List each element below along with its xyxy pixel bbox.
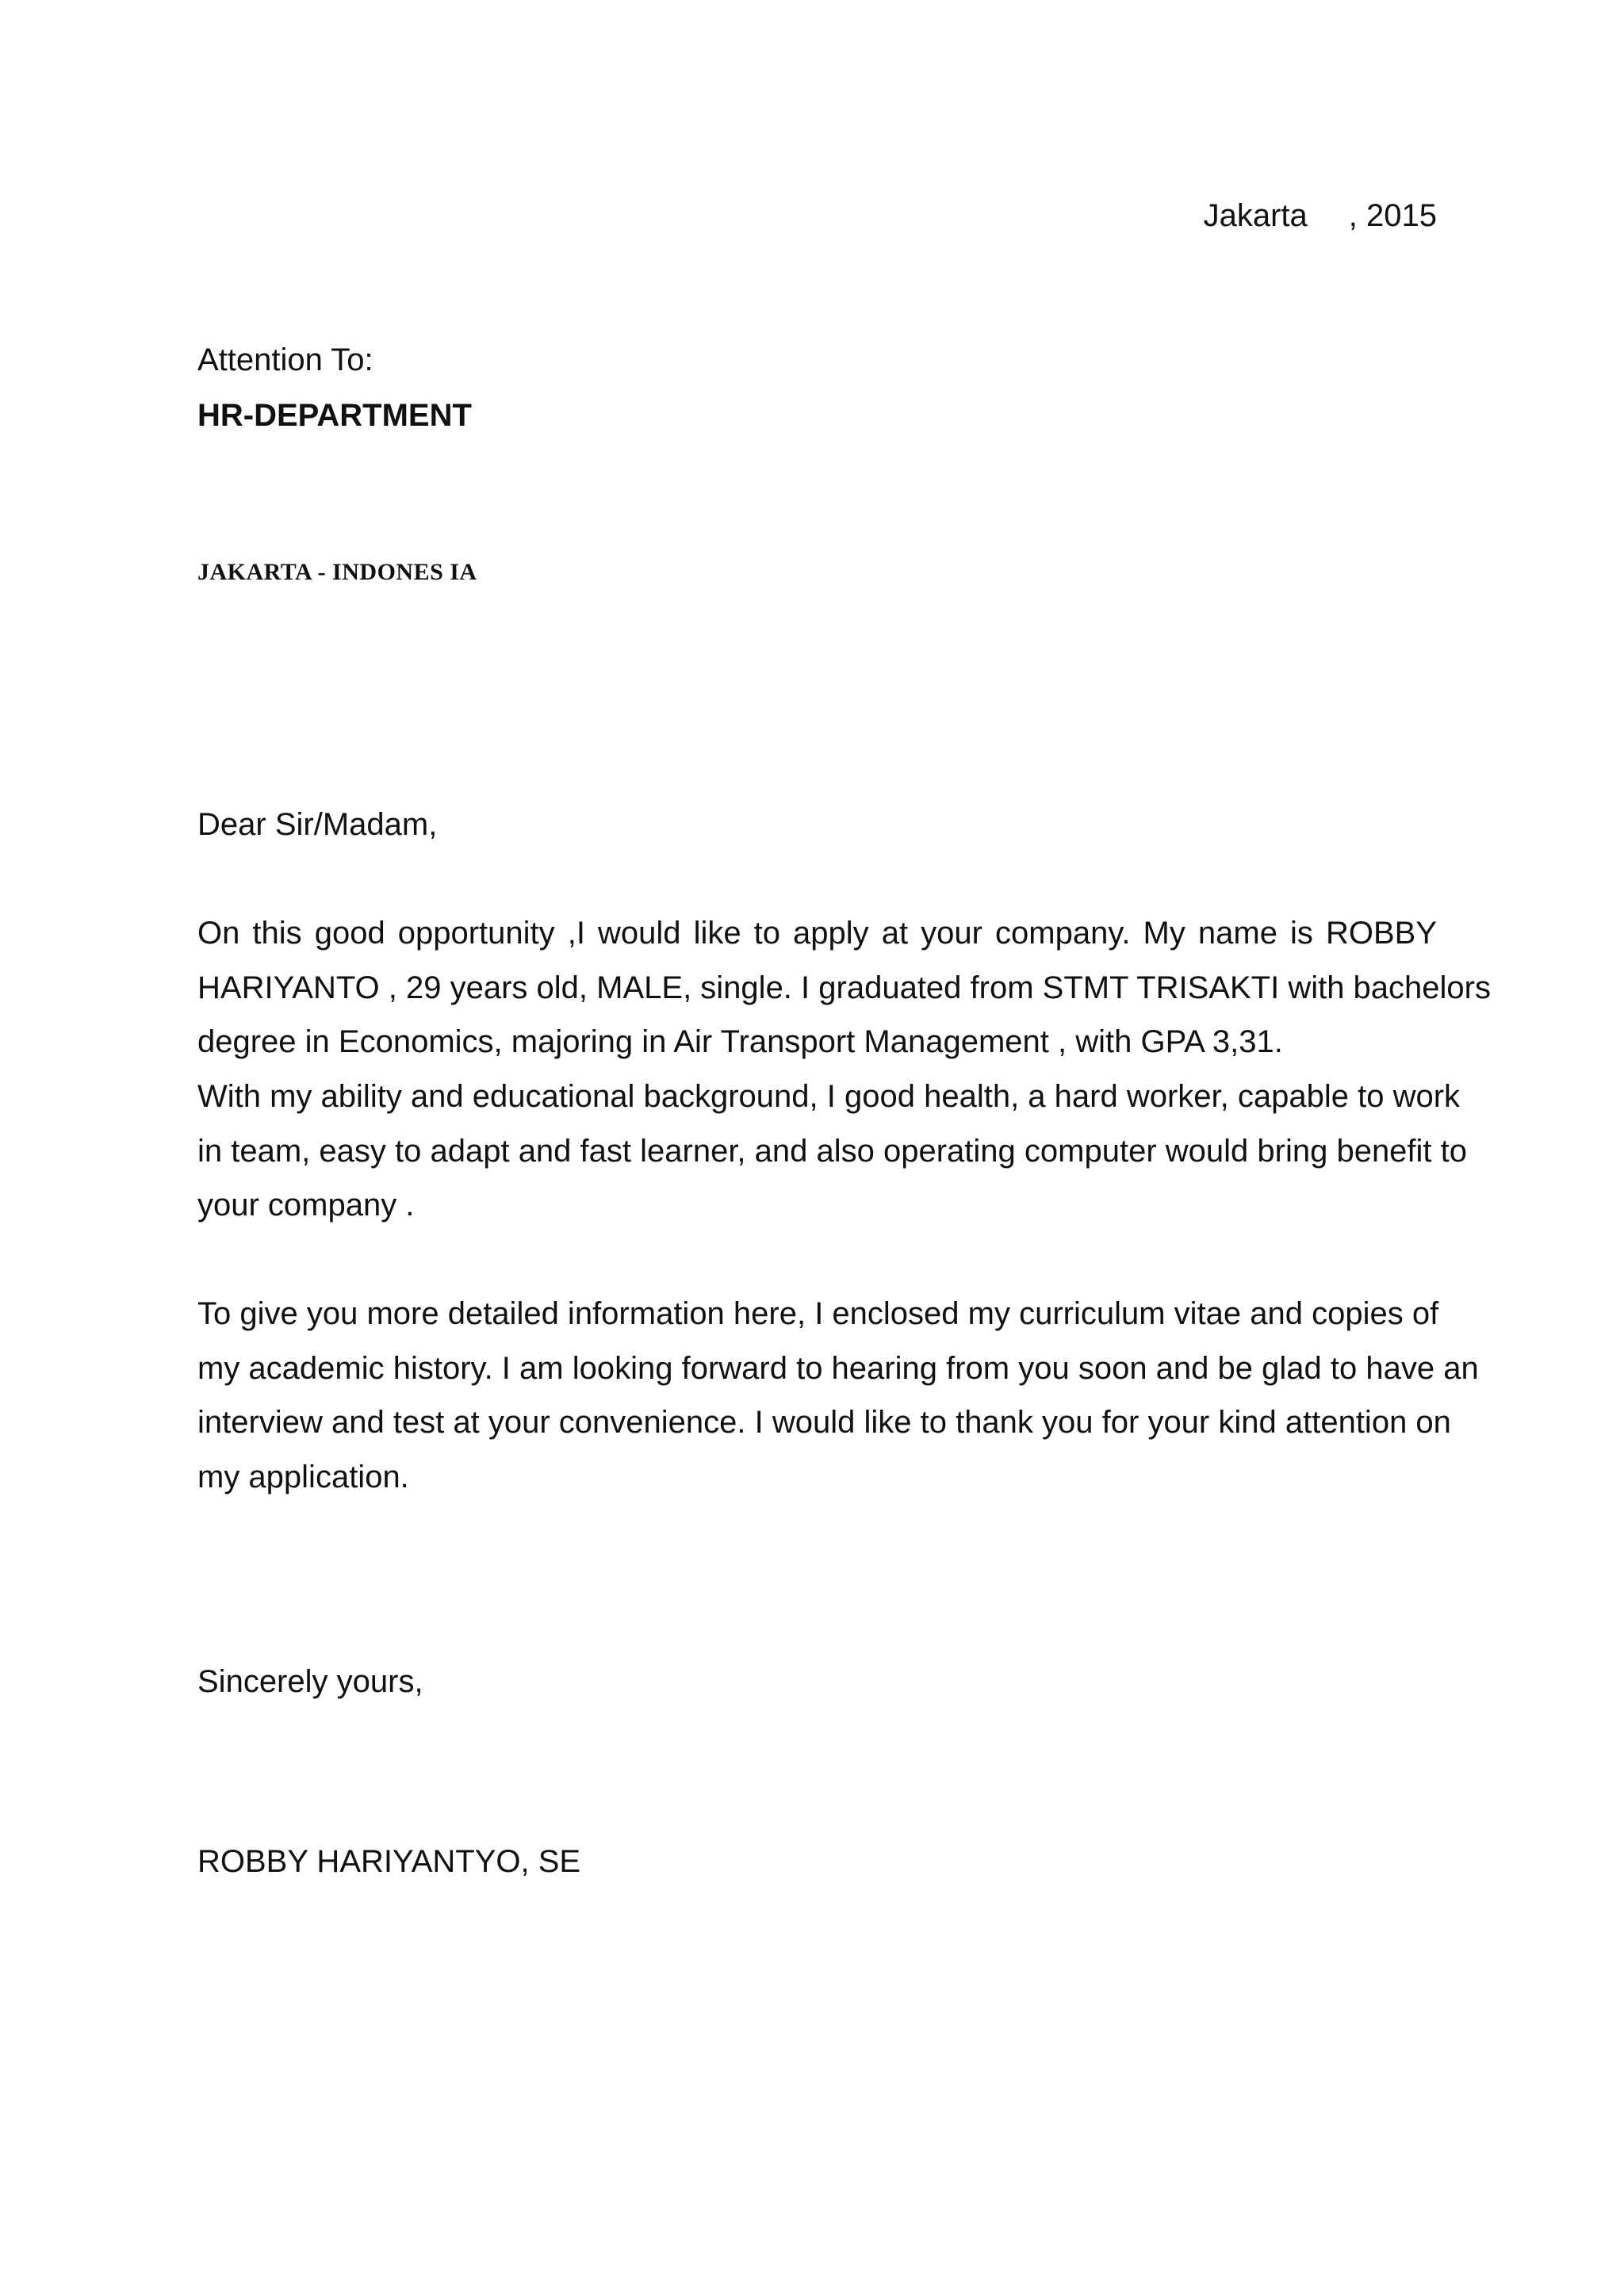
salutation: Dear Sir/Madam, bbox=[197, 807, 438, 842]
paragraph-line: my academic history. I am looking forward to hearing from you soon and be glad to have an bbox=[197, 1350, 1479, 1386]
date-line bbox=[1158, 189, 1437, 243]
date-year: , 2015 bbox=[1348, 198, 1437, 233]
recipient-department: HR-DEPARTMENT bbox=[197, 398, 472, 433]
body-paragraph-2 bbox=[197, 1070, 1468, 1233]
closing: Sincerely yours, bbox=[197, 1664, 423, 1699]
paragraph-line: your company . bbox=[197, 1188, 415, 1223]
date-city: Jakarta bbox=[1203, 198, 1308, 233]
paragraph-line: interview and test at your convenience. I would like to thank you for your kind attention on bbox=[197, 1405, 1451, 1440]
paragraph-line: On this good opportunity ,I would like to apply at your company. My name is ROBBY bbox=[197, 916, 1437, 951]
paragraph-line: my application. bbox=[197, 1459, 409, 1494]
paragraph-line: degree in Economics, majoring in Air Transport Management , with GPA 3,31. bbox=[197, 1024, 1283, 1059]
paragraph-line: To give you more detailed information here, I enclosed my curriculum vitae and copies of bbox=[197, 1296, 1439, 1331]
paragraph-line: With my ability and educational background, I good health, a hard worker, capable to work bbox=[197, 1079, 1461, 1114]
signature-name: ROBBY HARIYANTYO, SE bbox=[197, 1844, 581, 1879]
body-paragraph-3 bbox=[197, 1287, 1479, 1504]
recipient-location: JAKARTA - INDONES IA bbox=[197, 559, 477, 585]
paragraph-line: in team, easy to adapt and fast learner, and also operating computer would bring benefit to bbox=[197, 1133, 1468, 1169]
paragraph-line: HARIYANTO , 29 years old, MALE, single. I graduated from STMT TRISAKTI with bachelors bbox=[197, 970, 1491, 1005]
attention-label: Attention To: bbox=[197, 342, 373, 377]
body-paragraph-1 bbox=[197, 906, 1491, 1070]
